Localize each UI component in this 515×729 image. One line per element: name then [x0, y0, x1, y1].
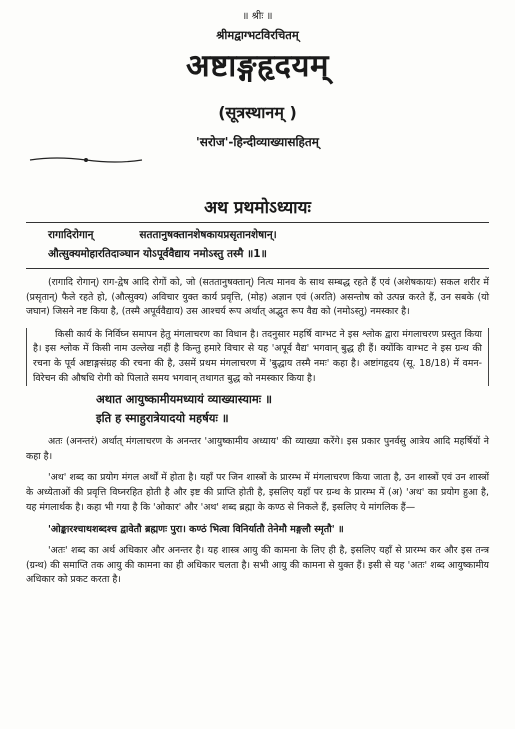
- atha-explanation: 'अथ' शब्द का प्रयोग मंगल अर्थों में होता है। यहाँ पर जिन शास्त्रों के प्रारम्भ में मंगलाचरण किया जाता है, उन शास्त्रों एवं उन शास्त्रों के अध्येताओं की प्रवृत्ति विघ्नरहित होती है और इष्ट की प्राप्ति होती है, इसलिए यहाँ पर ग्रन्थ के प्रारम्भ में (अ) 'अथ' का प्रयोग हुआ है, यह मंगलार्थक है। कहा भी गया है कि 'ओकार' और 'अथ' शब्द ब्रह्मा के कण्ठ से निकले हैं, इसलिए ये मांगलिक हैं—: [26, 472, 489, 513]
- verse-line-2: औत्सुक्यमोहारतिदाञ्घान योऽपूर्ववैद्याय नमोऽस्तु तस्मै ॥1॥: [48, 248, 267, 261]
- invocation-explanation: किसी कार्य के निर्विघ्न समापन हेतु मंगलाचरण का विधान है। तदनुसार महर्षि वाग्भट ने इस श्लोक द्वारा मंगलाचरण प्रस्तुत किया है। इस श्लोक में किसी नाम उल्लेख नहीं है किन्तु हमारे विचार से यह 'अपूर्व वैद्य' भगवान् बुद्ध ही हैं। क्योंकि वाग्भट ने इस ग्रन्थ की रचना के पूर्व अष्टाङ्गसंग्रह की रचना की है, उसमें प्रथम मंगलाचरण में 'बुद्धाय तस्मै नमः' कहा है। अष्टांगहृदय (सू. 18/18) में वमन-विरेचन की औषधि रोगी को पिलाते समय भगवान् तथागत बुद्ध को नमस्कार किया है।: [33, 328, 482, 384]
- author-line: श्रीमद्वाग्भटविरचितम्: [216, 28, 299, 42]
- book-title: अष्टाङ्गहृदयम्: [186, 48, 329, 84]
- bordered-note: [26, 328, 489, 386]
- opening-verse: [26, 226, 489, 264]
- sutra-explanation: अतः (अनन्तरं) अर्थात् मंगलाचरण के अनन्तर 'आयुष्कामीय अध्याय' की व्याख्या करेंगे। इस प्रकार पुनर्वसु आत्रेय आदि महर्षियों ने कहा है।: [26, 436, 489, 462]
- chapter-heading: अथ प्रथमोऽध्यायः: [204, 198, 311, 219]
- verse-translation: (रागादि रोगान्) राग-द्वेष आदि रोगों को, जो (सततानुषक्तान्) नित्य मानव के साथ सम्बद्ध रहते हैं एवं (अशेषकायः) सकल शरीर में (प्रसृतान्) फैले रहते हो, (औत्सुक्य) अविचार युक्त कार्य प्रवृत्ति, (मोह) अज्ञान एवं (अरति) असन्तोष को उत्पन्न करते हैं, उन सबके (यो जघान) जिसने नष्ट किया है, (तस्मै अपूर्ववैद्याय) उस आश्चर्य रूप अर्थात् अद्भुत रूप वैद्य को (नमोऽस्तु) नमस्कार है।: [26, 277, 489, 318]
- invocation: ॥ श्रीः ॥: [242, 11, 273, 22]
- sutra: [26, 390, 489, 428]
- verse-rule: [26, 268, 489, 269]
- commentary-line: 'सरोज'-हिन्दीव्याख्यासहितम्: [196, 135, 319, 150]
- ornament-divider-icon: [26, 155, 146, 165]
- scripture-quote: 'ओङ्कारश्चाथशब्दश्च द्वावेतौ ब्रह्मणः पुरा। कण्ठं भित्वा विनिर्यातौ तेनेमौ मङ्गलौ स्मृतौ' ॥: [48, 524, 344, 536]
- atah-explanation: 'अतः' शब्द का अर्थ अधिकार और अनन्तर है। यह शास्त्र आयु की कामना के लिए ही है, इसलिए यहाँ से प्रारम्भ कर और इस तन्त्र (ग्रन्थ) की समाप्ति तक आयु की कामना का ही अधिकार चलता है। सभी आयु की कामना से युक्त हैं। इसी से यह 'अतः' शब्द आयुष्कामीय अधिकार को प्रकट करता है।: [26, 545, 489, 586]
- verse-line-1a: रागादिरोगान्: [48, 229, 94, 242]
- sutra-line-1: अथात आयुष्कामीयमध्यायं व्याख्यास्यामः ॥: [96, 392, 272, 407]
- section-name: (सूत्रस्थानम् ): [218, 103, 297, 123]
- verse-line-1b: सततानुषक्तानशेषकायप्रसृतानशेषान्।: [139, 229, 277, 242]
- heading-rule: [26, 222, 489, 223]
- sutra-line-2: इति ह स्माहुरात्रेयादयो महर्षयः ॥: [96, 411, 229, 426]
